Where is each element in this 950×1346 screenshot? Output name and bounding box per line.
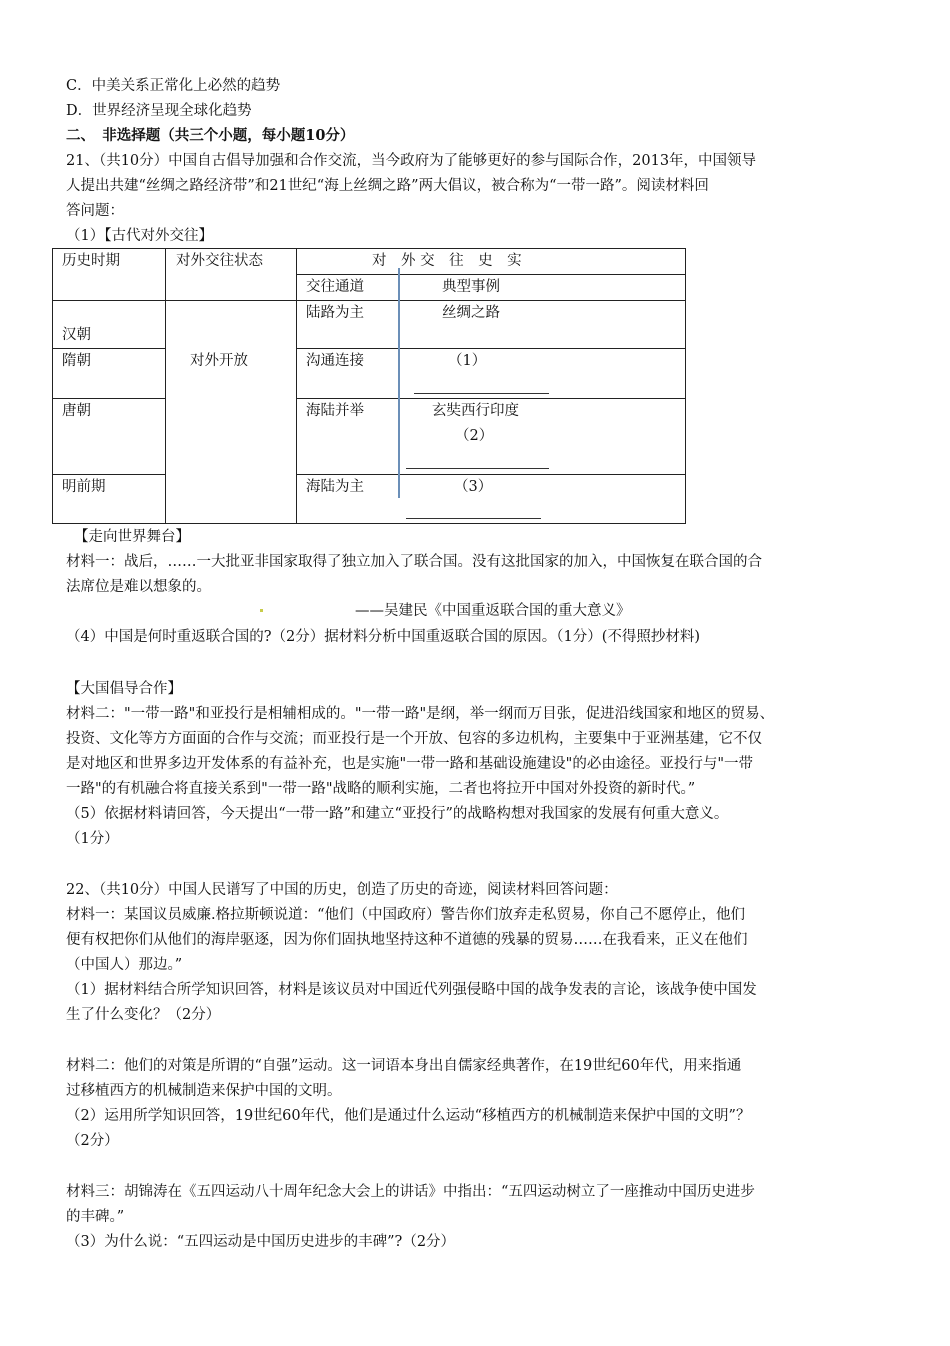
q21-material1-line2: 法席位是难以想象的。 bbox=[66, 579, 211, 595]
great-power-heading: 【大国倡导合作】 bbox=[66, 681, 182, 697]
q22-material2-line1: 材料二：他们的对策是所谓的“自强”运动。这一词语本身出自儒家经典著作，在19世纪60年代，用来指通 bbox=[66, 1058, 742, 1074]
event-tang-blank-label: （2） bbox=[455, 428, 494, 444]
q21-intro-line1: 21、（共10分）中国自古倡导加强和合作交流，当今政府为了能够更好的参与国际合作，2013年，中国领导 bbox=[66, 153, 757, 169]
header-channel: 交往通道 bbox=[306, 279, 364, 295]
q22-material3-line1: 材料三：胡锦涛在《五四运动八十周年纪念大会上的讲话》中指出：“五四运动树立了一座推动中国历史进步 bbox=[66, 1184, 755, 1200]
event-han: 丝绸之路 bbox=[442, 305, 500, 321]
header-state: 对外交往状态 bbox=[176, 253, 263, 269]
answer-blank-1[interactable] bbox=[414, 393, 549, 394]
ancient-exchange-table bbox=[52, 248, 686, 524]
event-ming-blank-label: （3） bbox=[454, 479, 493, 495]
q22-material1-line3: （中国人）那边。” bbox=[66, 957, 183, 973]
period-sui: 隋朝 bbox=[62, 353, 91, 369]
q22-material3-line2: 的丰碑。” bbox=[66, 1209, 125, 1225]
q22-question2-line1: （2）运用所学知识回答，19世纪60年代，他们是通过什么运动“移植西方的机械制造来保护中国的文明”？ bbox=[66, 1108, 751, 1124]
q21-material1-line1: 材料一：战后，……一大批亚非国家取得了独立加入了联合国。没有这批国家的加入，中国恢复在联合国的合 bbox=[66, 554, 762, 570]
world-stage-heading: 【走向世界舞台】 bbox=[74, 529, 190, 545]
channel-ming: 海陆为主 bbox=[306, 479, 364, 495]
q22-material2-line2: 过移植西方的机械制造来保护中国的文明。 bbox=[66, 1083, 342, 1099]
q22-question1-line1: （1）据材料结合所学知识回答，材料是该议员对中国近代列强侵略中国的战争发表的言论，该战争使中国发 bbox=[66, 982, 757, 998]
period-ming: 明前期 bbox=[62, 479, 106, 495]
answer-blank-2[interactable] bbox=[406, 468, 549, 469]
q22-question2-line2: （2分） bbox=[66, 1133, 119, 1149]
q21-question5-line1: （5）依据材料请回答，今天提出“一带一路”和建立“亚投行”的战略构想对我国家的发展有何重大意义。 bbox=[66, 806, 729, 822]
header-facts: 对 外 交 往 史 实 bbox=[372, 253, 522, 269]
section-title: 二、 非选择题（共三个小题，每小题10分） bbox=[66, 127, 355, 144]
answer-blank-3[interactable] bbox=[406, 518, 541, 519]
q21-intro-line3: 答问题： bbox=[66, 203, 124, 219]
choice-c: C．中美关系正常化上必然的趋势 bbox=[66, 78, 281, 94]
choice-d: D．世界经济呈现全球化趋势 bbox=[66, 103, 252, 119]
header-event: 典型事例 bbox=[442, 279, 500, 295]
q22-question1-line2: 生了什么变化？（2分） bbox=[66, 1007, 221, 1023]
q22-material1-line2: 便有权把你们从他们的海岸驱逐，因为你们固执地坚持这种不道德的残暴的贸易……在我看来，正义在他们 bbox=[66, 932, 748, 948]
q21-material2-line2: 投资、文化等方方面面的合作与交流；而亚投行是一个开放、包容的多边机构，主要集中于亚洲基建，它不仅 bbox=[66, 731, 762, 747]
header-period: 历史时期 bbox=[62, 253, 120, 269]
q21-material2-line3: 是对地区和世界多边开发体系的有益补充，也是实施"一带一路和基础设施建设"的必由途径。亚投行与"一带 bbox=[66, 756, 754, 772]
q22-material1-line1: 材料一：某国议员威廉.格拉斯顿说道：“他们（中国政府）警告你们放弃走私贸易，你自己不愿停止，他们 bbox=[66, 907, 746, 923]
channel-tang: 海陆并举 bbox=[306, 403, 364, 419]
channel-sui: 沟通连接 bbox=[306, 353, 364, 369]
q21-material1-source: ——吴建民《中国重返联合国的重大意义》 bbox=[355, 603, 631, 619]
q22-question3: （3）为什么说：“五四运动是中国历史进步的丰碑”?（2分） bbox=[66, 1234, 456, 1250]
q21-question4: （4）中国是何时重返联合国的?（2分）据材料分析中国重返联合国的原因。（1分）(不得照抄材料) bbox=[66, 629, 701, 645]
channel-han: 陆路为主 bbox=[306, 305, 364, 321]
q21-material2-line1: 材料二："一带一路"和亚投行是相辅相成的。"一带一路"是纲，举一纲而万目张，促进沿线国家和地区的贸易、 bbox=[66, 706, 775, 722]
q21-material2-line4: 一路"的有机融合将直接关系到"一带一路"战略的顺利实施，二者也将拉开中国对外投资的新时代。” bbox=[66, 781, 696, 797]
q21-question5-line2: （1分） bbox=[66, 831, 119, 847]
event-tang: 玄奘西行印度 bbox=[432, 403, 519, 419]
q21-intro-line2: 人提出共建“丝绸之路经济带”和21世纪“海上丝绸之路”两大倡议，被合称为“一带一路”。阅读材料回 bbox=[66, 178, 709, 194]
period-tang: 唐朝 bbox=[62, 403, 91, 419]
speck bbox=[260, 609, 263, 612]
q21-part1-label: （1）【古代对外交往】 bbox=[66, 228, 213, 244]
event-sui-blank-label: （1） bbox=[448, 353, 487, 369]
q22-intro: 22、（共10分）中国人民谱写了中国的历史，创造了历史的奇迹，阅读材料回答问题： bbox=[66, 882, 618, 898]
period-han: 汉朝 bbox=[62, 327, 91, 343]
state-open: 对外开放 bbox=[190, 353, 248, 369]
